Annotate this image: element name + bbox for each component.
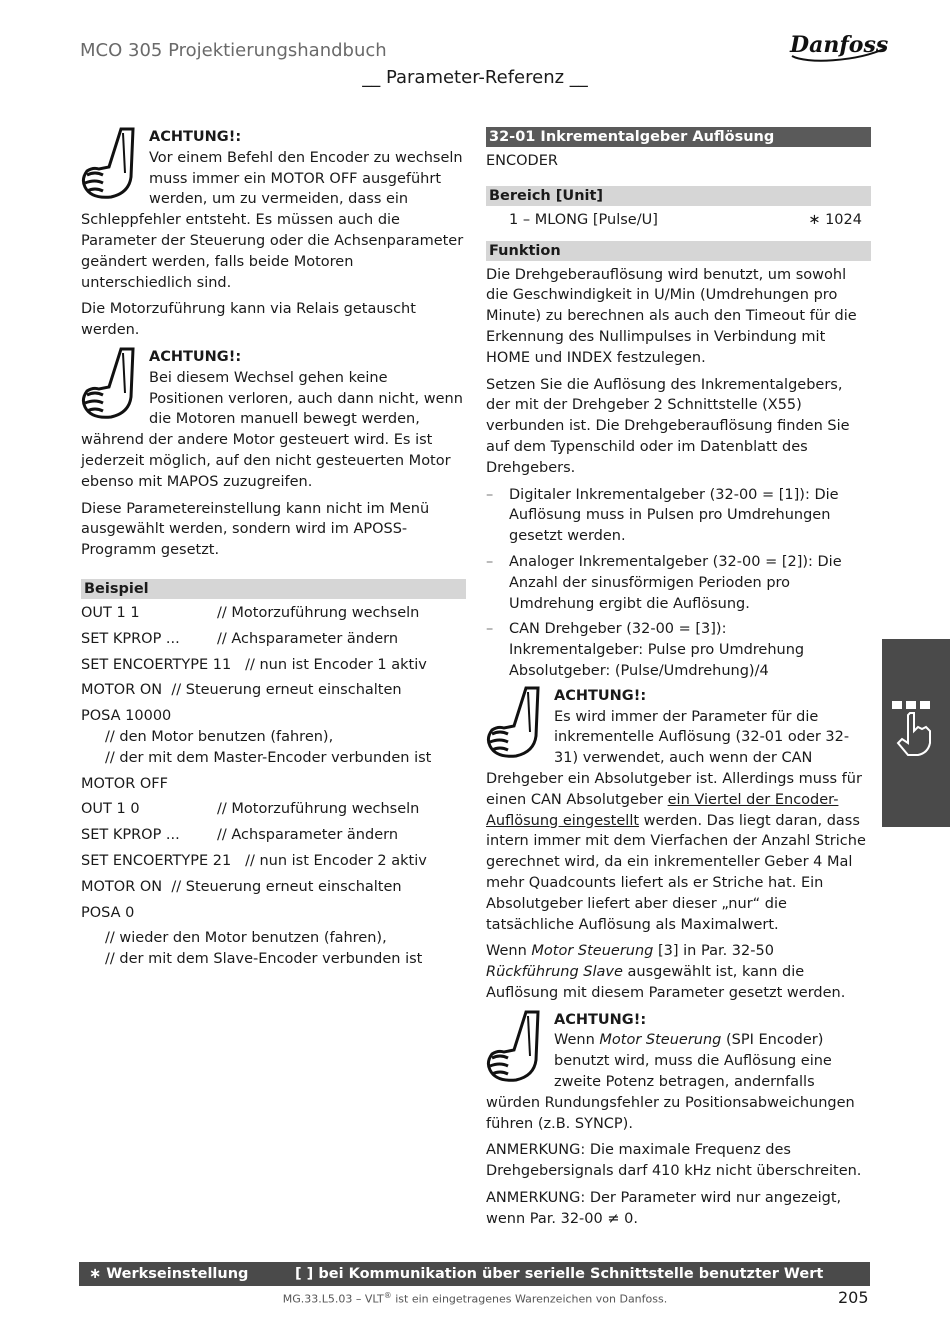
text-italic: Motor Steuerung [531, 943, 654, 960]
serial-value-legend: [ ] bei Kommunikation über serielle Schnittstelle benutzter Wert [295, 1266, 824, 1282]
caution-text-italic: Motor Steuerung [599, 1032, 722, 1049]
left-column [81, 127, 466, 975]
code-comment: // Achsparameter ändern [217, 630, 399, 647]
code-line [81, 825, 466, 846]
code-comment: // Achsparameter ändern [217, 827, 399, 844]
text: ausgewählt ist, kann die Auflösung mit diesem Parameter gesetzt werden. [486, 964, 846, 1001]
range-value: 1 – MLONG [Pulse/U] [509, 211, 658, 228]
section-title: __ Parameter-Referenz __ [362, 67, 588, 88]
range-row [486, 210, 871, 231]
code-comment: // Motorzuführung wechseln [217, 604, 420, 621]
list-item: – Digitaler Inkrementalgeber (32-00 = [1]): Die Auflösung muss in Pulsen pro Umdrehungen gesetzt werden. [486, 485, 871, 547]
code-line: MOTOR ON // Steuerung erneut einschalten [81, 878, 402, 895]
caution-note [486, 1010, 871, 1135]
paragraph [486, 941, 871, 1003]
caution-note [81, 127, 466, 293]
page-number: 205 [838, 1288, 869, 1307]
paragraph: ANMERKUNG: Die maximale Frequenz des Drehgebersignals darf 410 kHz nicht überschreiten. [486, 1142, 862, 1180]
code-line [81, 799, 466, 820]
footer-text: ist ein eingetragenes Warenzeichen von Danfoss. [391, 1292, 668, 1306]
code-comment: // der mit dem Slave-Encoder verbunden ist [105, 951, 423, 968]
code-line [81, 603, 466, 624]
paragraph: ANMERKUNG: Der Parameter wird nur angezeigt, wenn Par. 32-00 ≠ 0. [486, 1190, 842, 1227]
hand-caution-icon [81, 347, 141, 421]
chapter-side-tab [882, 639, 950, 827]
code-comment: // den Motor benutzen (fahren), [105, 728, 334, 745]
caution-text-underlined: ein Viertel der Encoder-Auflösung eingestellt [486, 791, 839, 829]
caution-heading: ACHTUNG!: [554, 1011, 647, 1028]
range-default: ∗ 1024 [808, 211, 862, 228]
code-command: SET KPROP ... [81, 827, 180, 844]
danfoss-logo [786, 26, 890, 64]
hand-keypad-icon [890, 697, 938, 759]
footer-text: ® [383, 1291, 392, 1300]
hand-caution-icon [486, 686, 546, 760]
list-item-text: CAN Drehgeber (32-00 = [3]): [509, 621, 727, 638]
paragraph: Die Motorzuführung kann via Relais getauscht werden. [81, 301, 416, 339]
code-command: POSA 10000 [81, 708, 172, 725]
document-reference [0, 1291, 950, 1306]
caution-note [486, 686, 871, 936]
right-column [486, 127, 871, 1236]
caution-text: werden. Das liegt daran, dass intern immer mit dem Vierfachen der Anzahl Striche gerechnet wird, da ein inkrementeller Geber 4 Mal mehr Quadcounts liefert als er Striche hat. Ein Absolutgeber liefert aber dieser „nur“ die tatsächliche Auflösung als Maximalwert. [486, 812, 866, 933]
caution-heading: ACHTUNG!: [554, 687, 647, 704]
code-command: SET KPROP ... [81, 630, 180, 647]
paragraph: Diese Parametereinstellung kann nicht im Menü ausgewählt werden, sondern wird im APOSS-Programm gesetzt. [81, 500, 430, 559]
list-item-text: Absolutgeber: (Pulse/Umdrehung)/4 [509, 662, 769, 679]
code-comment: // der mit dem Master-Encoder verbunden ist [105, 749, 432, 766]
paragraph: Die Drehgeberauflösung wird benutzt, um sowohl die Geschwindigkeit in U/Min (Umdrehungen pro Minute) zu berechnen als auch den Timeout für die Erkennung des Nullimpulses in Verbindung mit HOME und INDEX festzulegen. [486, 266, 857, 366]
code-line: POSA 0 [81, 904, 135, 921]
parameter-group: ENCODER [486, 153, 558, 169]
document-title: MCO 305 Projektierungshandbuch [80, 40, 387, 61]
example-header: Beispiel [81, 579, 466, 599]
svg-text:Danfoss: Danfoss [790, 32, 889, 58]
parameter-title: 32-01 Inkrementalgeber Auflösung [486, 127, 871, 147]
code-line [81, 629, 466, 650]
text: [3] in Par. 32-50 [653, 943, 774, 960]
list-item: – Analoger Inkrementalgeber (32-00 = [2]): Die Anzahl der sinusförmigen Perioden pro Umdrehung ergibt die Auflösung. [486, 552, 871, 614]
code-command: OUT 1 1 [81, 604, 140, 621]
list-item [486, 619, 871, 681]
function-header: Funktion [486, 241, 871, 261]
caution-text: Vor einem Befehl den Encoder zu wechseln muss immer ein MOTOR OFF ausgeführt werden, um zu vermeiden, dass ein Schleppfehler entsteht. Es müssen auch die Parameter der Steuerung oder die Achsenparameter geändert werden, falls beide Motoren unterschiedlich sind. [81, 149, 464, 291]
code-line [81, 706, 466, 768]
code-comment: // Motorzuführung wechseln [217, 801, 420, 818]
code-line [81, 928, 466, 970]
range-header: Bereich [Unit] [486, 186, 871, 206]
code-comment: // wieder den Motor benutzen (fahren), [105, 930, 387, 947]
list-item-text: Inkrementalgeber: Pulse pro Umdrehung [509, 642, 805, 659]
hand-caution-icon [81, 127, 141, 201]
factory-setting-legend: ∗ Werkseinstellung [89, 1266, 249, 1282]
code-line: SET ENCOERTYPE 11 // nun ist Encoder 1 aktiv [81, 656, 427, 673]
caution-heading: ACHTUNG!: [149, 348, 242, 365]
code-line: MOTOR OFF [81, 775, 168, 792]
caution-text: Bei diesem Wechsel gehen keine Positionen verloren, auch dann nicht, wenn die Motoren manuell bewegt werden, während der andere Motor gesteuert wird. Es ist jederzeit möglich, auf den nicht gesteuerten Motor ebenso mit MAPOS zuzugreifen. [81, 369, 463, 490]
code-line: SET ENCOERTYPE 21 // nun ist Encoder 2 aktiv [81, 852, 427, 869]
caution-text: (SPI Encoder) benutzt wird, muss die Auflösung eine zweite Potenz betragen, andernfalls würden Rundungsfehler zu Positionsabweichungen führen (z.B. SYNCP). [486, 1032, 855, 1132]
hand-caution-icon [486, 1010, 546, 1084]
text: Wenn [486, 943, 532, 960]
paragraph: Setzen Sie die Auflösung des Inkrementalgebers, der mit der Drehgeber 2 Schnittstelle (X55) verbunden ist. Die Drehgeberauflösung finden Sie auf dem Typenschild oder im Datenblatt des Drehgebers. [486, 376, 850, 476]
code-line: MOTOR ON // Steuerung erneut einschalten [81, 682, 402, 699]
code-command: OUT 1 0 [81, 801, 140, 818]
text-italic: Rückführung Slave [486, 964, 623, 981]
legend-bar [79, 1262, 870, 1286]
caution-text: Wenn [554, 1032, 600, 1049]
caution-note [81, 347, 466, 493]
caution-heading: ACHTUNG!: [149, 129, 242, 145]
caution-text: Es wird immer der Parameter für die inkrementelle Auflösung (32-01 oder 32-31) verwendet, auch wenn der CAN Drehgeber ein Absolutgeber ist. Allerdings muss für einen CAN Absolutgeber [486, 708, 862, 808]
footer-text: MG.33.L5.03 – VLT [282, 1292, 384, 1306]
